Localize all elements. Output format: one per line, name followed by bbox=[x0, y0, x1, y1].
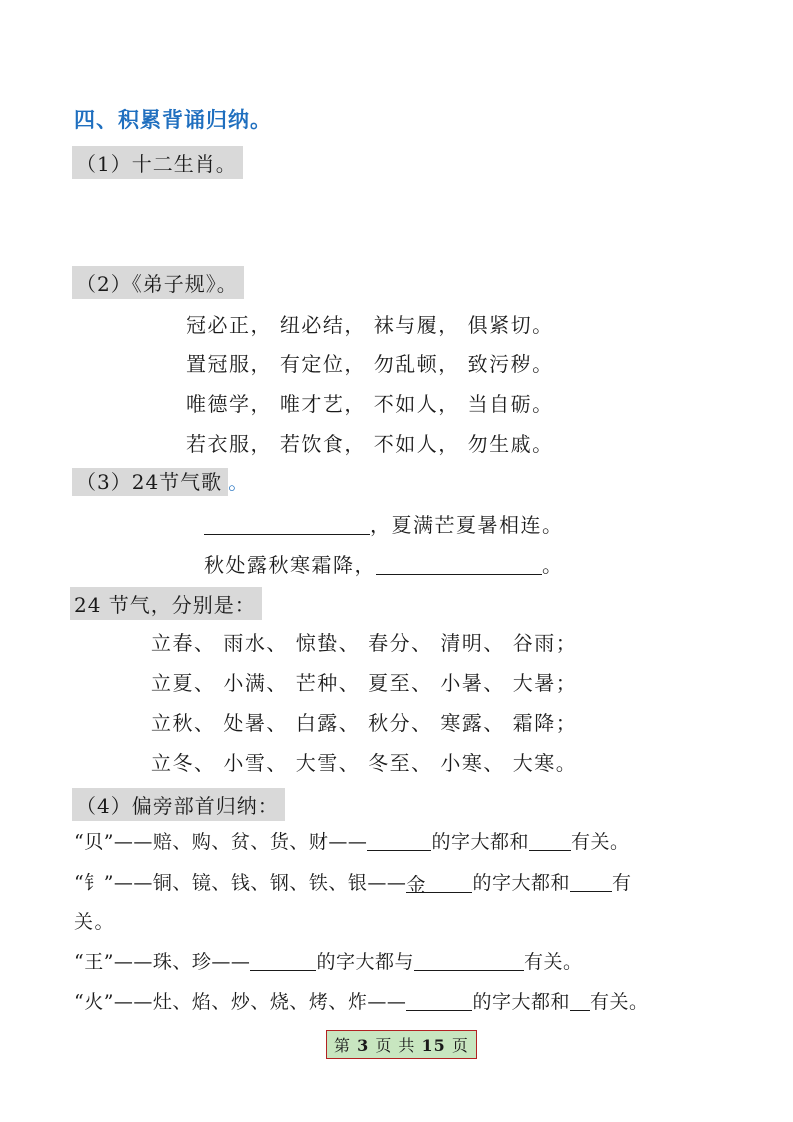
answer-blank[interactable] bbox=[414, 950, 524, 971]
radical-jin-end: 有 bbox=[611, 872, 632, 894]
radical-bei-prefix: “贝”——赔、购、贫、货、财—— bbox=[74, 831, 368, 853]
solar-terms-row: 立秋、 处暑、 白露、 秋分、 寒露、 霜降； bbox=[151, 711, 578, 735]
dizigui-line: 若衣服， 若饮食， 不如人， 勿生戚。 bbox=[186, 432, 554, 456]
dizigui-line: 唯德学， 唯才艺， 不如人， 当自砺。 bbox=[186, 392, 554, 416]
radical-bei-mid: 的字大都和 bbox=[431, 831, 529, 853]
zodiac-heading: （1）十二生肖。 bbox=[72, 146, 243, 179]
solar-song-line-2-end: 。 bbox=[542, 553, 564, 577]
answer-blank[interactable] bbox=[570, 990, 590, 1011]
solar-song-heading-wrap bbox=[72, 466, 250, 495]
answer-blank[interactable] bbox=[204, 514, 370, 535]
footer-suffix: 页 bbox=[451, 1036, 469, 1055]
radical-huo-line bbox=[74, 987, 648, 1014]
solar-terms-row: 立冬、 小雪、 大雪、 冬至、 小寒、 大寒。 bbox=[151, 751, 578, 775]
radical-jin-mid: 的字大都和 bbox=[472, 872, 570, 894]
answer-blank[interactable] bbox=[529, 830, 571, 851]
solar-terms-row: 立夏、 小满、 芒种、 夏至、 小暑、 大暑； bbox=[151, 671, 578, 695]
solar-terms-row: 立春、 雨水、 惊蛰、 春分、 清明、 谷雨； bbox=[151, 631, 578, 655]
radical-wang-line bbox=[74, 947, 582, 974]
solar-song-line-2-text: 秋处露秋寒霜降， bbox=[204, 553, 376, 577]
section-title: 四、积累背诵归纳。 bbox=[74, 107, 272, 132]
solar-song-heading: （3）24节气歌 bbox=[72, 468, 228, 496]
dizigui-line: 置冠服， 有定位， 勿乱顿， 致污秽。 bbox=[186, 352, 554, 376]
radical-wang-mid: 的字大都与 bbox=[316, 951, 414, 973]
radical-huo-prefix: “火”——灶、焰、炒、烧、烤、炸—— bbox=[74, 991, 407, 1013]
radical-wang-end: 有关。 bbox=[523, 951, 583, 973]
radical-jin-prefix: “钅”——铜、镜、钱、钢、铁、银—— bbox=[74, 872, 407, 894]
footer-total-pages: 15 bbox=[421, 1036, 446, 1055]
solar-song-line-1 bbox=[204, 509, 564, 538]
footer-middle: 页 共 bbox=[375, 1036, 416, 1055]
radical-bei-line bbox=[74, 827, 629, 854]
solar-song-heading-period: 。 bbox=[228, 470, 250, 494]
radical-bei-end: 有关。 bbox=[570, 831, 630, 853]
dizigui-heading: （2）《弟子规》。 bbox=[72, 266, 244, 299]
radical-jin-line bbox=[74, 868, 631, 895]
answer-blank[interactable] bbox=[406, 990, 472, 1011]
footer-prefix: 第 bbox=[334, 1036, 352, 1055]
dizigui-line: 冠必正， 纽必结， 袜与履， 俱紧切。 bbox=[186, 313, 554, 337]
solar-song-line-1-text: ，夏满芒夏暑相连。 bbox=[370, 513, 564, 537]
radical-huo-mid: 的字大都和 bbox=[472, 991, 570, 1013]
radical-jin-wrap: 关。 bbox=[74, 911, 116, 933]
solar-song-line-2 bbox=[204, 549, 564, 578]
radical-wang-prefix: “王”——珠、珍—— bbox=[74, 951, 251, 973]
radicals-heading: （4）偏旁部首归纳： bbox=[72, 788, 285, 821]
radical-jin-answer[interactable]: 金 bbox=[406, 870, 472, 893]
answer-blank[interactable] bbox=[570, 871, 612, 892]
answer-blank[interactable] bbox=[376, 554, 542, 575]
radical-huo-end: 有关。 bbox=[589, 991, 649, 1013]
solar-terms-heading: 24 节气，分别是： bbox=[70, 587, 262, 620]
answer-blank[interactable] bbox=[367, 830, 431, 851]
page-footer bbox=[326, 1030, 477, 1059]
footer-page-number: 3 bbox=[357, 1036, 370, 1055]
answer-blank[interactable] bbox=[250, 950, 316, 971]
